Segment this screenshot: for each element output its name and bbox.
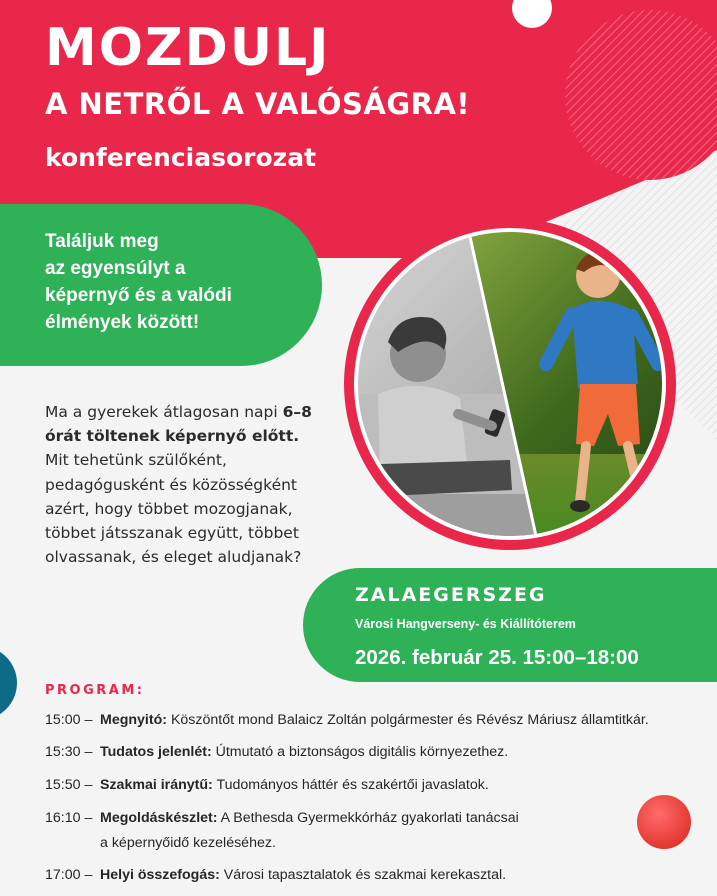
- event-title: MOZDULJ: [45, 18, 331, 78]
- program-label: Tudatos jelenlét:: [100, 744, 212, 760]
- program-item: [45, 866, 506, 885]
- program-time: 15:50 –: [45, 777, 93, 793]
- program-item: [45, 743, 508, 762]
- tagline-text: [45, 228, 305, 336]
- program-text: Tudományos háttér és szakértői javaslatok.: [212, 777, 489, 793]
- intro-paragraph: [45, 400, 315, 569]
- intro-text: Ma a gyerekek átlagosan napi: [45, 403, 283, 421]
- intro-text-rest: Mit tehetünk szülőként, pedagógusként és közösségként azért, hogy többet mozogjanak, többet játsszanak együtt, többet olvassanak, és eleget aludjanak?: [45, 451, 302, 567]
- tagline-line: Találjuk meg: [45, 231, 159, 252]
- program-label: Megnyitó:: [100, 712, 167, 728]
- program-text: Útmutató a biztonságos digitális környezethez.: [211, 744, 509, 760]
- program-time: 15:00 –: [45, 712, 93, 728]
- program-label: Helyi összefogás:: [100, 867, 220, 883]
- program-text-continued: a képernyőidő kezeléséhez.: [100, 835, 276, 851]
- program-item: [45, 809, 519, 828]
- program-time: 15:30 –: [45, 744, 93, 760]
- venue-datetime: 2026. február 25. 15:00–18:00: [355, 646, 639, 669]
- program-label: Szakmai iránytű:: [100, 777, 213, 793]
- intro-highlight: 6–8 órát töltenek képernyő előtt.: [45, 403, 312, 446]
- program-item: [45, 776, 489, 795]
- tagline-line: az egyensúlyt a: [45, 258, 186, 279]
- event-series: konferenciasorozat: [45, 143, 317, 172]
- tagline-line: képernyő és a valódi: [45, 285, 232, 306]
- program-time: 17:00 –: [45, 867, 93, 883]
- tagline-line: élmények között!: [45, 312, 200, 333]
- venue-city: ZALAEGERSZEG: [355, 584, 547, 606]
- venue-hall: Városi Hangverseny- és Kiállítóterem: [355, 617, 576, 631]
- program-label: Megoldáskészlet:: [100, 810, 218, 826]
- program-text: Köszöntőt mond Balaicz Zoltán polgármester és Révész Máriusz államtitkár.: [167, 712, 649, 728]
- event-subtitle: A NETRŐL A VALÓSÁGRA!: [45, 87, 471, 121]
- program-text: A Bethesda Gyermekkórház gyakorlati tanácsai: [217, 810, 519, 826]
- program-time: 16:10 –: [45, 810, 93, 826]
- hero-photo: [340, 214, 680, 554]
- program-text: Városi tapasztalatok és szakmai kerekasztal.: [219, 867, 507, 883]
- program-item: [45, 711, 649, 730]
- program-title: PROGRAM:: [45, 683, 145, 698]
